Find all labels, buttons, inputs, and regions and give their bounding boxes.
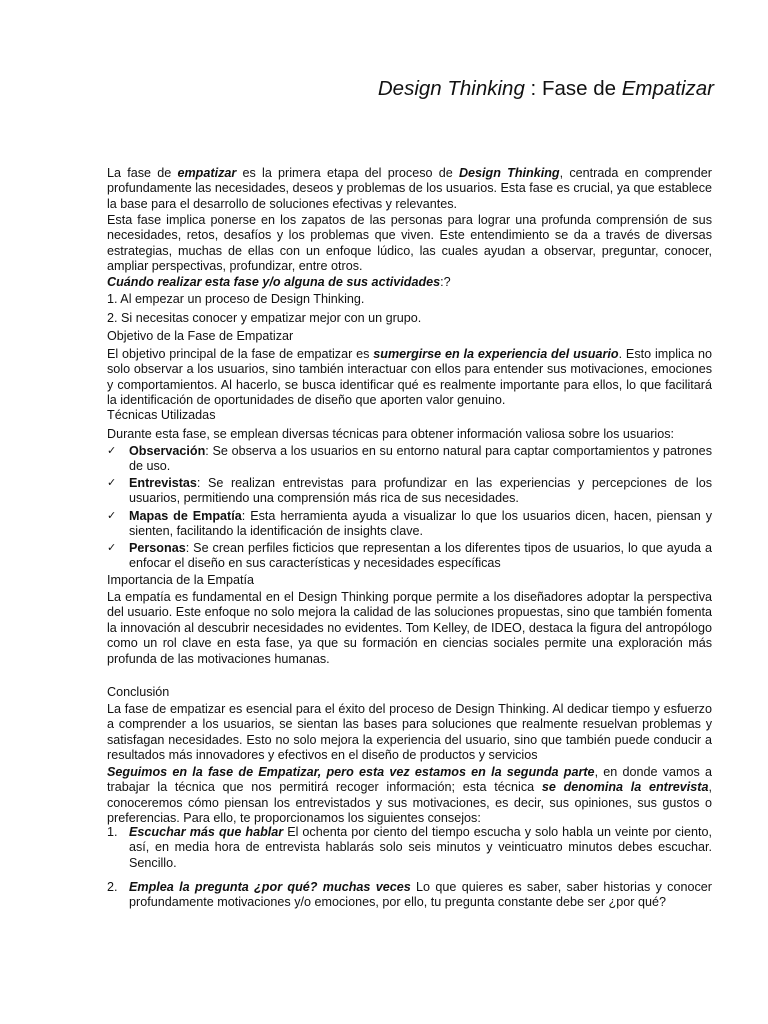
question-text: Cuándo realizar esta fase y/o alguna de sus actividades: [107, 275, 441, 289]
intro-paragraph-2-block: [107, 213, 712, 275]
conclusion-emphasis: Seguimos en la fase de Empatizar, pero esta vez estamos en la segunda parte: [107, 765, 595, 779]
tecnica-term: Personas: [129, 541, 186, 555]
importancia-heading: Importancia de la Empatía: [107, 573, 255, 587]
tecnica-item-mapas-de-empatia: [107, 509, 712, 540]
conclusion-emphasis: se denomina la entrevista: [541, 780, 709, 795]
title-part-fase: : Fase de: [524, 77, 622, 100]
tecnica-text: : Se realizan entrevistas para profundizar en las experiencias y percepciones de los usuarios, permitiendo una comprensión más rica de sus necesidades.: [129, 476, 712, 506]
when-list-item-2: 2. Si necesitas conocer y empatizar mejor con un grupo.: [107, 311, 422, 325]
tip-text: El ochenta por ciento del tiempo escucha y solo habla un veinte por ciento, así, en media hora de entrevista hablarás solo seis minutos y veinticuatro minutos debes escuchar. Sencillo.: [129, 825, 712, 870]
tecnicas-intro: Durante esta fase, se emplean diversas técnicas para obtener información valiosa sobre los usuarios:: [107, 427, 675, 441]
tip-item-2: [107, 880, 712, 911]
importancia-section: [107, 590, 712, 667]
intro-text: , centrada en comprender profundamente las necesidades, deseos y problemas de los usuarios. Esta fase es crucial, ya que establece la base para el desarrollo de soluciones efectivas y relevantes.: [107, 166, 712, 211]
conclusion-text: , conoceremos cómo piensan los entrevistados y sus motivaciones, es decir, sus opiniones, sus gustos o preferencias. Para ello, te proporcionamos los siguientes consejos:: [107, 780, 712, 826]
title-part-empatizar: Empatizar: [621, 77, 714, 100]
intro-emphasis-empatizar: empatizar: [177, 166, 237, 180]
intro-section: [107, 166, 712, 212]
title-part-design-thinking: Design Thinking: [377, 77, 525, 100]
question-end: :?: [440, 275, 451, 289]
tip-term: Escuchar más que hablar: [129, 825, 284, 839]
page-title: [280, 76, 714, 102]
check-icon: ✓: [107, 542, 117, 554]
conclusion-paragraph-2-block: [107, 765, 712, 827]
objetivo-emphasis: sumergirse en la experiencia del usuario: [373, 347, 619, 361]
tecnica-text: : Se observa a los usuarios en su entorno natural para captar comportamientos y patrones de uso.: [129, 444, 712, 474]
question-line: [107, 275, 712, 290]
tecnica-item-personas: [107, 541, 712, 572]
importancia-paragraph: La empatía es fundamental en el Design Thinking porque permite a los diseñadores adoptar la perspectiva del usuario. Este enfoque no solo mejora la calidad de las soluciones propuestas, sino que también fomenta la innovación al descubrir necesidades no evidentes. Tom Kelley, de IDEO, destaca la figura del antropólogo como un rol clave en esta fase, ya que su formación en ciencias sociales permite una exploración más profunda de las motivaciones humanas.: [107, 590, 712, 666]
intro-text: La fase de: [107, 166, 178, 180]
objetivo-heading: Objetivo de la Fase de Empatizar: [107, 329, 294, 343]
intro-emphasis-design-thinking: Design Thinking: [458, 166, 560, 180]
conclusion-heading: Conclusión: [107, 685, 170, 699]
objetivo-text: . Esto implica no solo observar a los usuarios, sino también interactuar con ellos para entender sus motivaciones, emociones y comportamientos. Al hacerlo, se busca identificar qué es realmente importante para ellos, lo que facilitará la identificación de oportunidades de diseño que aporten valor genuino.: [107, 347, 712, 408]
check-icon: ✓: [107, 477, 117, 489]
tecnica-text: : Se crean perfiles ficticios que representan a los diferentes tipos de usuarios, lo que ayuda a enfocar el diseño en sus características y necesidades específicas: [129, 541, 712, 571]
check-icon: ✓: [107, 510, 117, 522]
tecnicas-heading: Técnicas Utilizadas: [107, 408, 216, 422]
tecnica-term: Entrevistas: [129, 476, 197, 490]
intro-text: es la primera etapa del proceso de: [236, 166, 459, 180]
tip-number: 1.: [107, 825, 118, 839]
tip-text: Lo que quieres es saber, saber historias y conocer profundamente motivaciones y/o emociones, por ello, tu pregunta constante debe ser ¿por qué?: [129, 880, 712, 910]
conclusion-paragraph-2: [107, 765, 712, 827]
tecnica-term: Mapas de Empatía: [129, 509, 242, 523]
tecnica-text: : Esta herramienta ayuda a visualizar lo que los usuarios dicen, hacen, piensan y sienten, facilitando la identificación de insights clave.: [129, 509, 712, 539]
objetivo-paragraph: [107, 347, 712, 409]
tip-term: Emplea la pregunta ¿por qué? muchas veces: [129, 880, 411, 894]
objetivo-section: [107, 347, 712, 409]
intro-paragraph-2: Esta fase implica ponerse en los zapatos de las personas para lograr una profunda comprensión de sus necesidades, retos, desafíos y los problemas que viven. Este entendimiento se da a través de diversas estrategias, muchas de ellas con un enfoque lúdico, las cuales ayudan a observar, preguntar, conocer, ampliar perspectivas, profundizar, entre otros.: [107, 213, 712, 274]
tip-number: 2.: [107, 880, 118, 894]
tecnica-term: Observación: [129, 444, 206, 458]
when-list-item-1: 1. Al empezar un proceso de Design Thinking.: [107, 292, 365, 306]
objetivo-text: El objetivo principal de la fase de empatizar es: [107, 347, 374, 361]
check-icon: ✓: [107, 445, 117, 457]
conclusion-section: [107, 702, 712, 764]
intro-paragraph-1: [107, 166, 712, 212]
tip-item-1: [107, 825, 712, 871]
tecnica-item-observacion: [107, 444, 712, 475]
conclusion-text: , en donde vamos a trabajar la técnica que nos permitirá recoger información; esta técnica: [107, 765, 712, 795]
conclusion-paragraph-1: La fase de empatizar es esencial para el éxito del proceso de Design Thinking. Al dedicar tiempo y esfuerzo a comprender a los usuarios, se sientan las bases para soluciones que realmente resuelvan problemas y satisfagan necesidades. Esto no solo mejora la experiencia del usuario, sino que también puede conducir a resultados más innovadores y efectivos en el diseño de productos y servicios: [107, 702, 712, 763]
tecnica-item-entrevistas: [107, 476, 712, 507]
